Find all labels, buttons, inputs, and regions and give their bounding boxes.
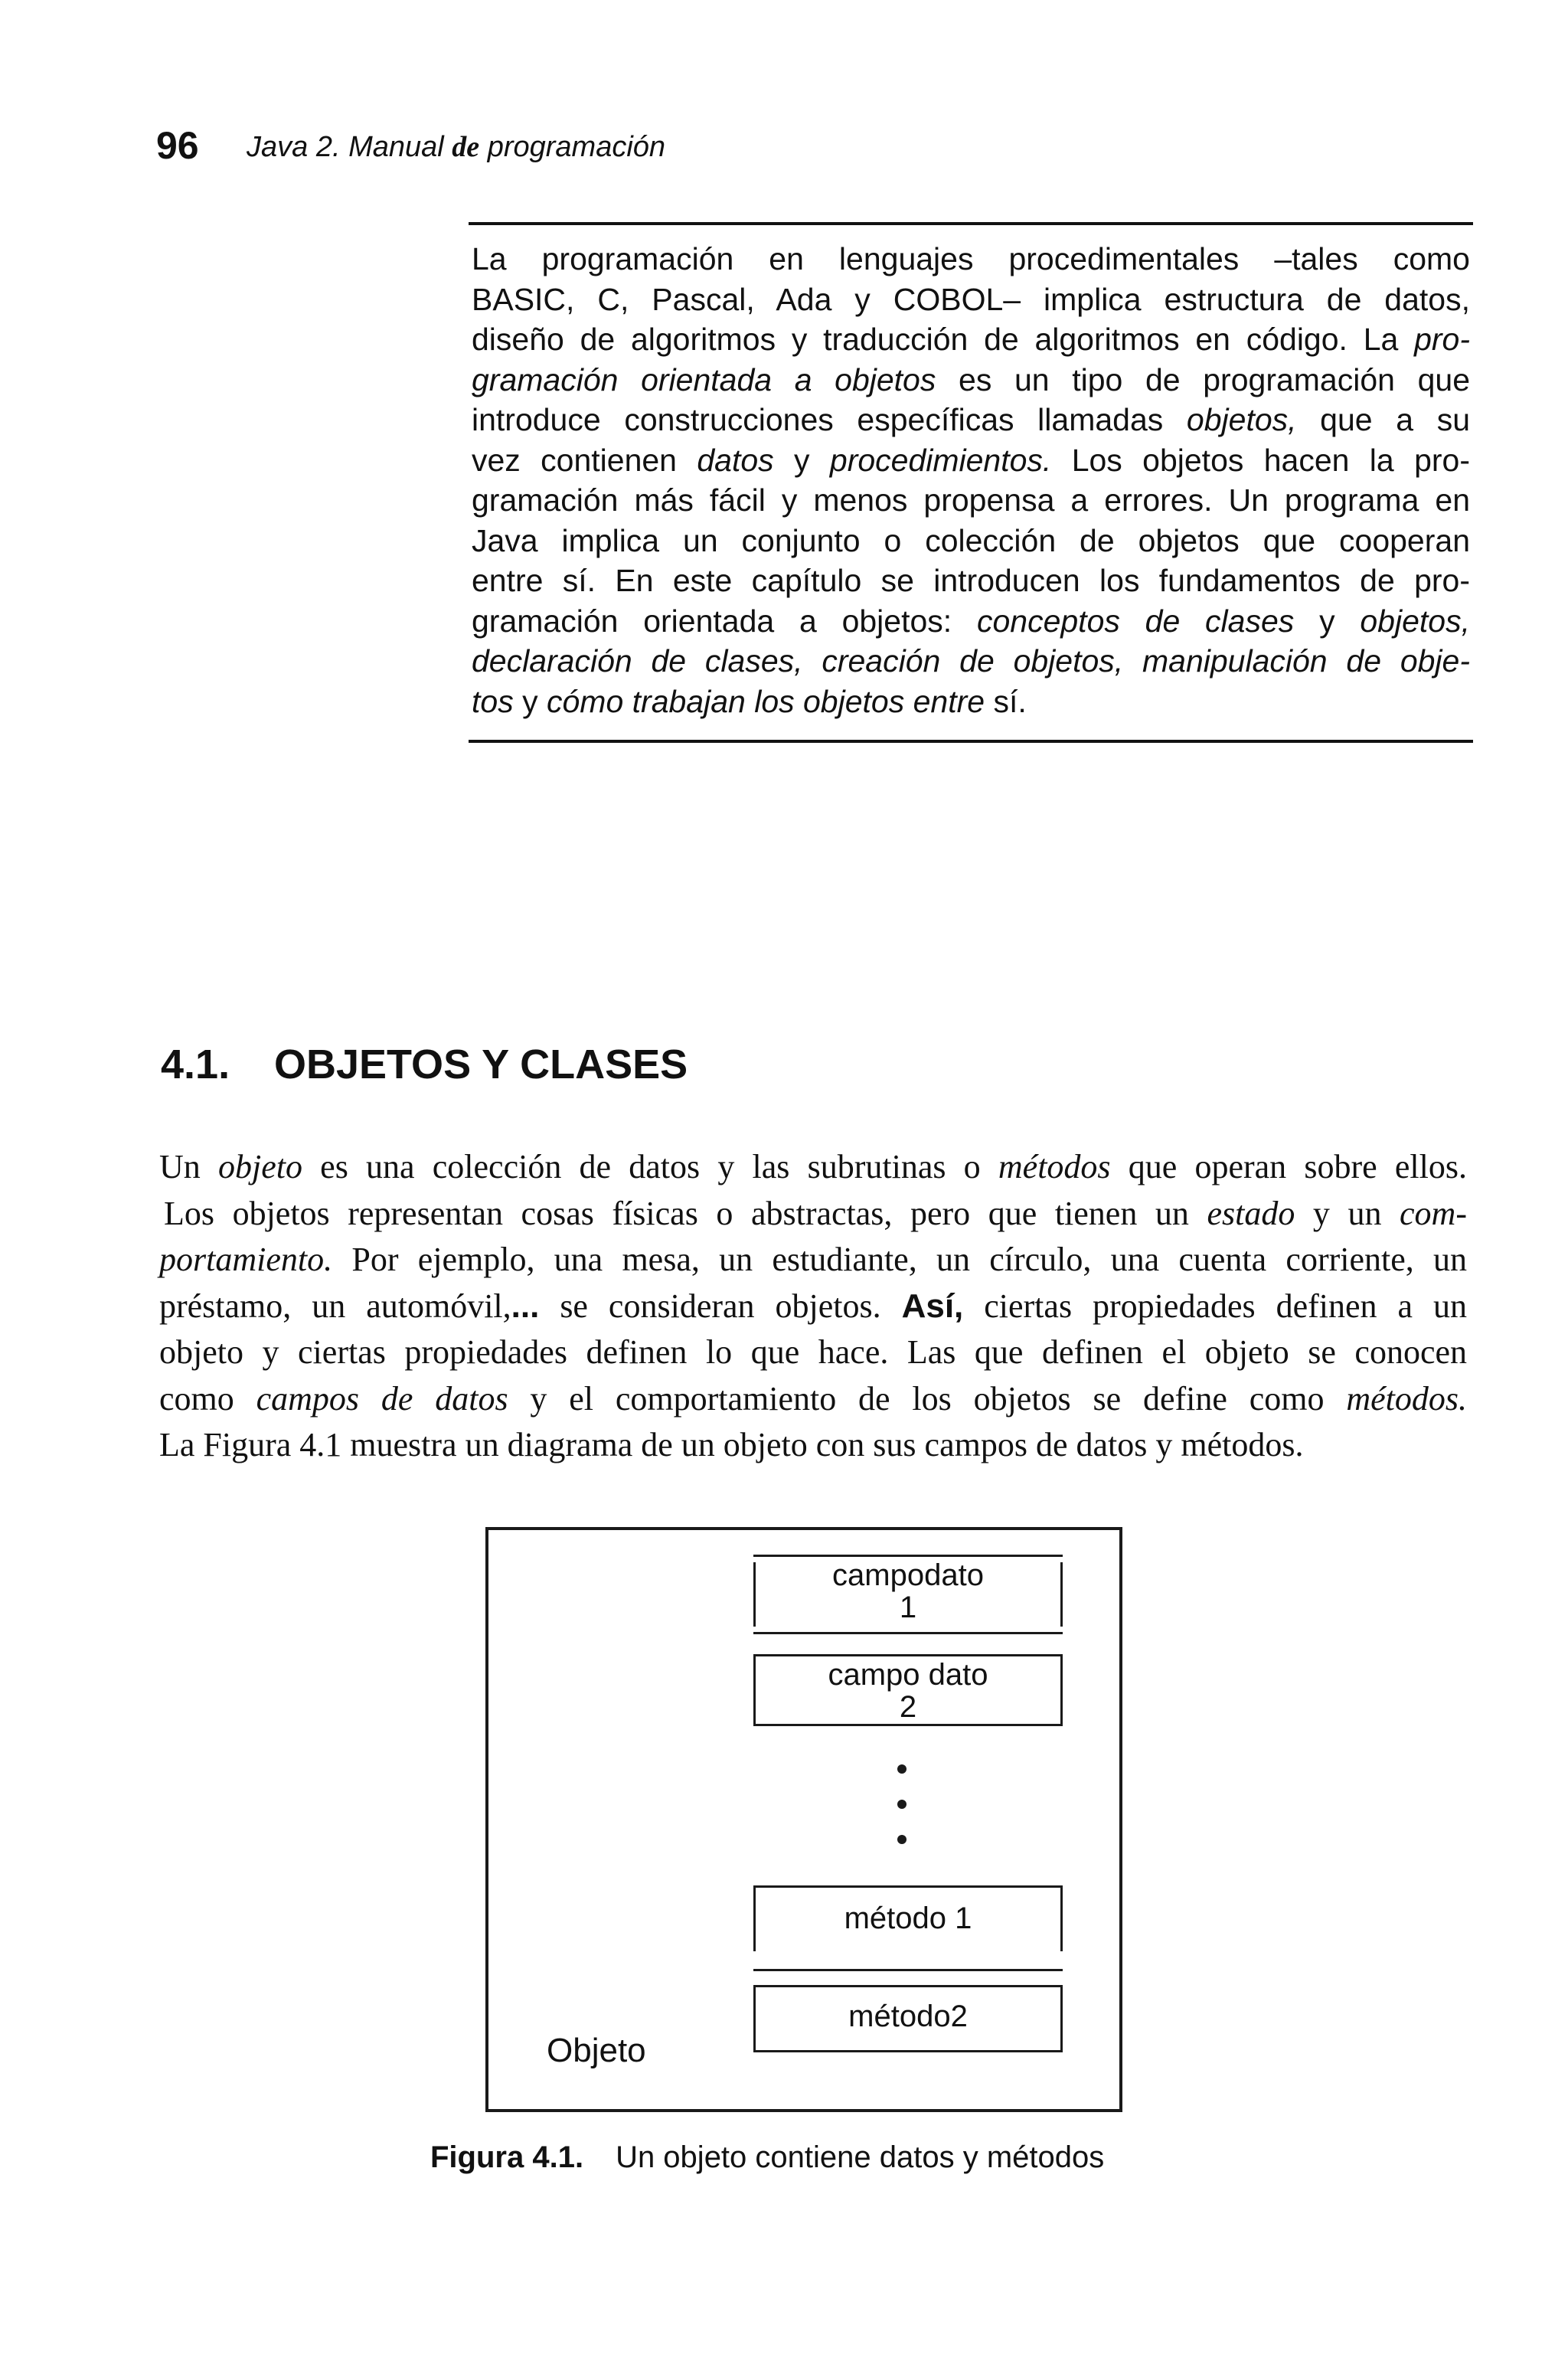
object-label: Objeto <box>547 2032 646 2069</box>
abstract-line: tos y cómo trabajan los objetos entre sí. <box>472 683 1027 719</box>
abstract-line: Java implica un conjunto o colección de objetos que cooperan <box>472 522 1470 558</box>
data-field-2-label: campo dato <box>828 1658 988 1692</box>
body-line: portamiento. Por ejemplo, una mesa, un estudiante, un círculo, una cuenta corriente, un <box>159 1241 1467 1278</box>
method-1-label: método 1 <box>844 1902 972 1935</box>
running-title-de: de <box>452 131 480 163</box>
abstract-top-rule <box>469 222 1473 225</box>
abstract-bottom-rule <box>469 740 1473 743</box>
abstract-line: gramación orientada a objetos: conceptos de clases y objetos, <box>472 603 1470 639</box>
body-line: como campos de datos y el comportamiento de los objetos se define como métodos. <box>159 1379 1468 1418</box>
body-line: préstamo, un automóvil,... se consideran objetos. Así, ciertas propiedades definen a un <box>159 1287 1467 1325</box>
body-line: La Figura 4.1 muestra un diagrama de un objeto con sus campos de datos y métodos. <box>159 1426 1304 1463</box>
abstract-line: introduce construcciones específicas llamadas objetos, que a su <box>472 402 1470 437</box>
abstract-line: gramación más fácil y menos propensa a errores. Un programa en <box>472 482 1470 518</box>
abstract-line: entre sí. En este capítulo se introducen los fundamentos de pro- <box>472 563 1470 598</box>
data-field-2-box <box>753 1654 1063 1726</box>
body-line: Los objetos representan cosas físicas o abstractas, pero que tienen un estado y un com- <box>164 1194 1467 1232</box>
chapter-abstract <box>472 239 1470 721</box>
running-title <box>247 129 665 165</box>
caption-text: Un objeto contiene datos y métodos <box>616 2140 1105 2174</box>
page-number: 96 <box>156 124 199 167</box>
data-field-2-number: 2 <box>899 1690 917 1724</box>
running-title-prefix: Java 2. Manual <box>247 131 452 163</box>
section-number: 4.1. <box>161 1042 230 1087</box>
method-2-label: método2 <box>848 2000 968 2033</box>
abstract-line: vez contienen datos y procedimientos. Los objetos hacen la pro- <box>472 442 1470 478</box>
ellipsis-dot <box>897 1835 906 1844</box>
data-field-1-number: 1 <box>899 1591 917 1624</box>
abstract-line: BASIC, C, Pascal, Ada y COBOL– implica estructura de datos, <box>472 281 1470 317</box>
method-1-box <box>753 1885 1063 1951</box>
body-paragraph <box>159 1144 1467 1469</box>
data-field-1-box <box>753 1555 1063 1627</box>
body-line: objeto y ciertas propiedades definen lo que hace. Las que definen el objeto se conocen <box>159 1333 1467 1371</box>
abstract-line: declaración de clases, creación de objetos, manipulación de obje- <box>472 643 1470 679</box>
body-line: Un objeto es una colección de datos y las subrutinas o métodos que operan sobre ellos. <box>159 1148 1467 1185</box>
figure-caption <box>430 2138 1104 2176</box>
running-title-suffix: programación <box>479 131 666 163</box>
abstract-line: diseño de algoritmos y traducción de algoritmos en código. La pro- <box>472 322 1470 357</box>
caption-label: Figura 4.1. <box>430 2140 584 2174</box>
data-field-1-label: campodato <box>832 1558 984 1592</box>
abstract-line: La programación en lenguajes procedimentales –tales como <box>472 241 1470 276</box>
ellipsis-dot <box>897 1764 906 1774</box>
section-heading <box>161 1040 688 1089</box>
method-2-box <box>753 1985 1063 2052</box>
section-title: OBJETOS Y CLASES <box>274 1042 688 1087</box>
ellipsis-dot <box>897 1800 906 1809</box>
abstract-line: gramación orientada a objetos es un tipo de programación que <box>472 361 1471 397</box>
